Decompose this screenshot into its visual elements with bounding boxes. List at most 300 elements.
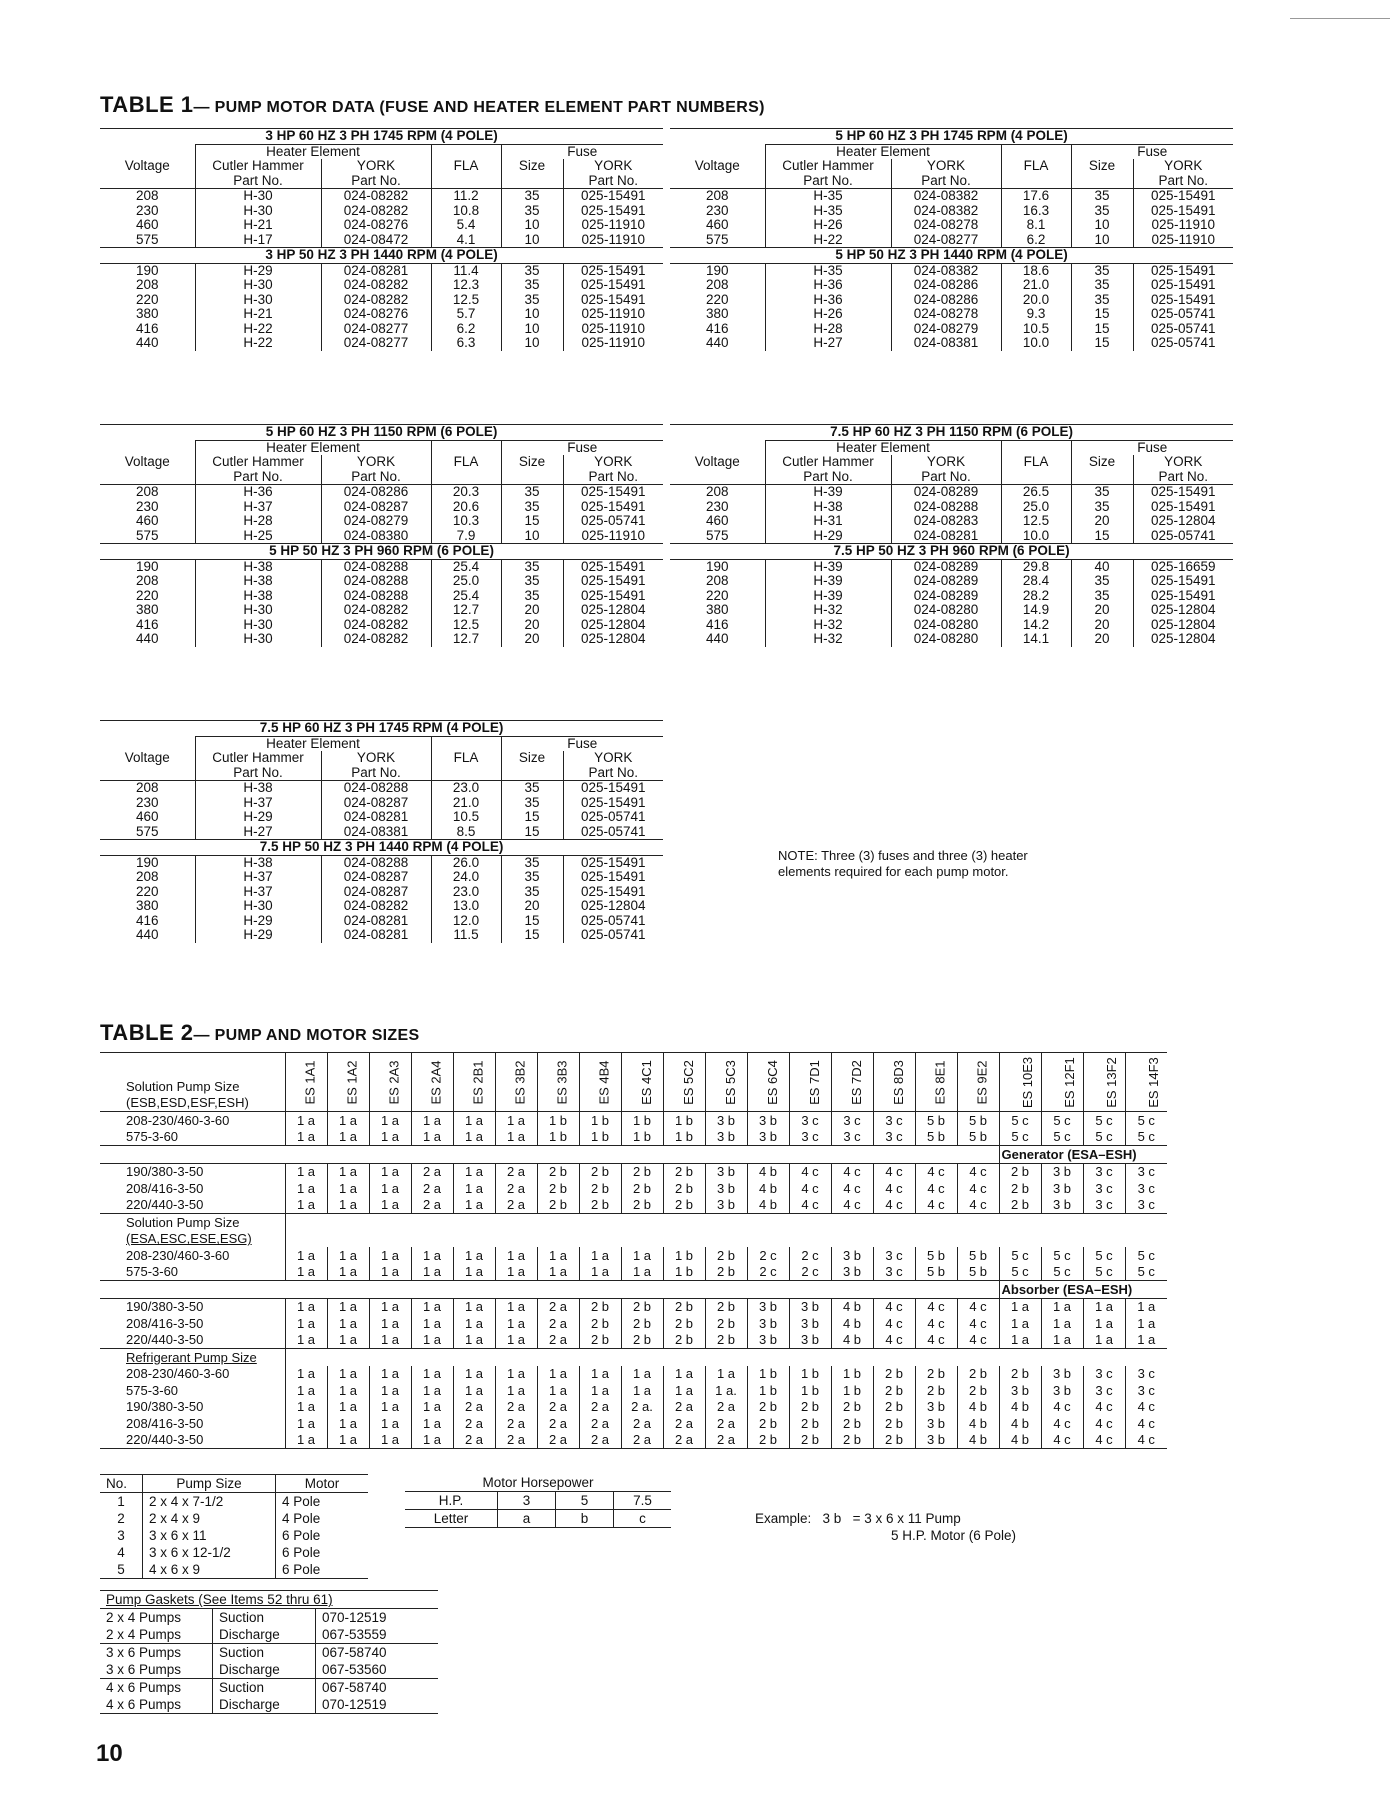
cell-text: YORK xyxy=(563,159,663,174)
cell-text: 380 xyxy=(135,602,159,617)
cell-text: 440 xyxy=(135,927,159,942)
cell-text: 16.3 xyxy=(1001,204,1071,219)
cell-text: 10 xyxy=(501,307,563,322)
cell-text: Voltage xyxy=(694,454,740,469)
table-row xyxy=(100,278,663,293)
cell-text: YORK xyxy=(321,751,431,766)
cell-text: 025-15491 xyxy=(563,263,663,278)
cell-text: 1 a xyxy=(453,1129,495,1146)
cell-text: 3 b xyxy=(705,1112,747,1129)
cell-text: 1 b xyxy=(579,1129,621,1146)
cell-text: 024-08279 xyxy=(891,322,1001,337)
cell-text: 208 xyxy=(135,869,159,884)
cell-text: 025-15491 xyxy=(1133,574,1233,589)
cell-text: 9.3 xyxy=(1001,307,1071,322)
cell-text: Part No. xyxy=(1133,470,1233,485)
cell-text: 024-08282 xyxy=(321,603,431,618)
cell-text: 1 a xyxy=(285,1399,327,1416)
cell-text: 1 a xyxy=(1083,1332,1125,1349)
cell-text: 20.0 xyxy=(1001,293,1071,308)
cell-text: 024-08289 xyxy=(891,485,1001,500)
cell-text: H-26 xyxy=(765,218,891,233)
cell-text: 4 c xyxy=(1041,1432,1083,1449)
cell-text: 2 a xyxy=(663,1415,705,1432)
cell-text: 5 b xyxy=(915,1247,957,1264)
cell-text: FLA xyxy=(1001,455,1071,470)
cell-text: H-28 xyxy=(195,514,321,529)
table-row xyxy=(670,589,1233,604)
cell-text: 5 b xyxy=(957,1264,999,1281)
cell-text: 5 c xyxy=(1125,1112,1167,1129)
cell-text: 025-05741 xyxy=(563,914,663,929)
cell-text: 2 a xyxy=(495,1197,537,1214)
table-row xyxy=(670,514,1233,529)
cell-text: 10 xyxy=(501,322,563,337)
cell-text: 2 b xyxy=(621,1163,663,1180)
section-head: (ESA,ESC,ESE,ESG) xyxy=(126,1231,252,1247)
cell-text: 575-3-60 xyxy=(126,1264,179,1280)
cell-text: H-38 xyxy=(195,781,321,796)
table-row xyxy=(100,1432,1167,1449)
cell-text: 35 xyxy=(501,485,563,500)
cell-text: 025-11910 xyxy=(563,233,663,248)
cell-text: 5 xyxy=(117,1562,125,1577)
table-row xyxy=(100,1129,1167,1146)
cell-text: 1 a xyxy=(285,1366,327,1383)
block-header-50hz: 7.5 HP 50 HZ 3 PH 1440 RPM (4 POLE) xyxy=(100,840,663,856)
cell-text: — PUMP AND MOTOR SIZES xyxy=(193,1027,420,1044)
cell-text: 2 b xyxy=(663,1315,705,1332)
cell-text: 3 b xyxy=(915,1399,957,1416)
table-row xyxy=(100,500,663,515)
cell-text: H-30 xyxy=(195,603,321,618)
cell-text: 1 a xyxy=(369,1382,411,1399)
cell-text: 3 c xyxy=(873,1247,915,1264)
table-row xyxy=(100,529,663,544)
cell-text: 21.0 xyxy=(431,796,501,811)
cell-text: 024-08283 xyxy=(891,514,1001,529)
cell-text: 3 c xyxy=(873,1264,915,1281)
cell-text: 4 b xyxy=(957,1432,999,1449)
cell-text: 4 c xyxy=(915,1180,957,1197)
cell-text: 1 a xyxy=(327,1366,369,1383)
cell-text: 12.3 xyxy=(431,278,501,293)
table-row xyxy=(670,618,1233,633)
cell-text: 1 a xyxy=(369,1415,411,1432)
table-row xyxy=(100,603,663,618)
cell-text: 2 b xyxy=(831,1415,873,1432)
cell-text: 1 a xyxy=(453,1247,495,1264)
cell-text: 1 a xyxy=(327,1332,369,1349)
cell-text: 024-08280 xyxy=(891,603,1001,618)
cell-text: 21.0 xyxy=(1001,278,1071,293)
cell-text: 067-53560 xyxy=(316,1661,439,1679)
cell-text: 025-15491 xyxy=(1133,278,1233,293)
cell-text: 35 xyxy=(1071,204,1133,219)
model-header xyxy=(873,1053,915,1112)
cell-text: 4 b xyxy=(747,1180,789,1197)
cell-text: Heater Element xyxy=(195,736,431,751)
cell-text: 190/380-3-50 xyxy=(126,1399,204,1415)
cell-text: 1 a xyxy=(369,1247,411,1264)
cell-text: 12.5 xyxy=(431,293,501,308)
cell-text: ES 4C1 xyxy=(638,1059,654,1105)
cell-text: 2 a xyxy=(705,1399,747,1416)
cell-text: 4 c xyxy=(1083,1399,1125,1416)
cell-text: 024-08281 xyxy=(891,529,1001,544)
cell-text: 025-11910 xyxy=(563,322,663,337)
table-row xyxy=(100,928,663,943)
cell-text: 3 c xyxy=(789,1112,831,1129)
cell-text: 1 a xyxy=(327,1298,369,1315)
section-tag: Generator (ESA–ESH) xyxy=(999,1146,1167,1164)
cell-text: 416 xyxy=(135,320,159,336)
cell-text: 10.3 xyxy=(431,514,501,529)
cell-text: 4 c xyxy=(957,1163,999,1180)
cell-text: 4 c xyxy=(873,1298,915,1315)
cell-text: Size xyxy=(501,455,563,470)
cell-text: 4 c xyxy=(831,1163,873,1180)
cell-text: H-28 xyxy=(765,322,891,337)
cell-text: 1 a xyxy=(411,1112,453,1129)
cell-text: ES 12F1 xyxy=(1061,1056,1077,1108)
cell-text: H-29 xyxy=(195,928,321,943)
model-header xyxy=(285,1053,327,1112)
cell-text: 35 xyxy=(1071,574,1133,589)
cell-text: 4 c xyxy=(1125,1415,1167,1432)
motor-block-4 xyxy=(670,424,1233,647)
section-head: Refrigerant Pump Size xyxy=(126,1349,257,1365)
cell-text: Heater Element xyxy=(195,144,431,159)
cell-text: 024-08277 xyxy=(891,233,1001,248)
cell-text: 5 c xyxy=(1041,1112,1083,1129)
table-row xyxy=(100,293,663,308)
cell-text: 1 a xyxy=(285,1247,327,1264)
cell-text: 5 b xyxy=(957,1129,999,1146)
cell-text: H-38 xyxy=(765,500,891,515)
cell-text: 3 c xyxy=(1125,1382,1167,1399)
cell-text: 1 a xyxy=(537,1382,579,1399)
cell-text: 3 c xyxy=(873,1112,915,1129)
cell-text: Part No. xyxy=(563,766,663,781)
cell-text: ES 7D2 xyxy=(848,1059,864,1105)
cell-text: 2 b xyxy=(873,1399,915,1416)
cell-text: 024-08286 xyxy=(891,293,1001,308)
table-row xyxy=(100,810,663,825)
cell-text: Suction xyxy=(213,1644,316,1662)
cell-text: H-27 xyxy=(765,336,891,351)
cell-text: 2 b xyxy=(705,1247,747,1264)
cell-text: H-29 xyxy=(195,914,321,929)
cell-text: 025-11910 xyxy=(1133,233,1233,248)
cell-text: 1 a xyxy=(369,1163,411,1180)
table-row xyxy=(100,514,663,529)
cell-text: 024-08282 xyxy=(321,293,431,308)
cell-text: H-35 xyxy=(765,263,891,278)
cell-text: 1 a xyxy=(327,1264,369,1281)
cell-text: YORK xyxy=(1133,455,1233,470)
cell-text: 5 b xyxy=(915,1264,957,1281)
cell-text: ES 8E1 xyxy=(932,1059,948,1105)
cell-text: 2 b xyxy=(999,1163,1041,1180)
cell-text: 4 c xyxy=(873,1332,915,1349)
cell-text: 2 b xyxy=(705,1298,747,1315)
cell-text: 10 xyxy=(501,529,563,544)
cell-text: 2 b xyxy=(915,1366,957,1383)
cell-text: 3 b xyxy=(705,1163,747,1180)
cell-text: 26.0 xyxy=(431,855,501,870)
cell-text: YORK xyxy=(321,455,431,470)
cell-text: Pump Size xyxy=(143,1475,276,1493)
cell-text: 025-15491 xyxy=(563,278,663,293)
cell-text: 024-08276 xyxy=(321,307,431,322)
cell-text: 12.0 xyxy=(431,914,501,929)
cell-text: 2 a xyxy=(537,1415,579,1432)
table-row xyxy=(100,1315,1167,1332)
cell-text: 1 a xyxy=(369,1180,411,1197)
cell-text: 024-08282 xyxy=(321,278,431,293)
cell-text: 1 a xyxy=(369,1315,411,1332)
cell-text: 35 xyxy=(1071,485,1133,500)
cell-text: 5 b xyxy=(957,1112,999,1129)
cell-text: Size xyxy=(501,751,563,766)
cell-text: 2 c xyxy=(789,1264,831,1281)
cell-text: Suction xyxy=(213,1679,316,1697)
cell-text: 8.1 xyxy=(1001,218,1071,233)
cell-text: 1 a xyxy=(411,1399,453,1416)
cell-text: 1 a xyxy=(327,1180,369,1197)
cell-text: 5.7 xyxy=(431,307,501,322)
cell-text: 024-08287 xyxy=(321,796,431,811)
cell-text: 1 a xyxy=(369,1332,411,1349)
cell-text: 2 b xyxy=(915,1382,957,1399)
table-row xyxy=(670,189,1233,204)
cell-text: ES 2A4 xyxy=(428,1059,444,1105)
cell-text: 1 a xyxy=(285,1180,327,1197)
cell-text: 35 xyxy=(501,263,563,278)
cell-text: 025-05741 xyxy=(1133,336,1233,351)
cell-text: 3 xyxy=(498,1492,556,1510)
cell-text: 4 b xyxy=(831,1315,873,1332)
cell-text: 3 b xyxy=(747,1129,789,1146)
cell-text: 2 b xyxy=(705,1264,747,1281)
cell-text: 8.5 xyxy=(431,825,501,840)
table2-title xyxy=(100,1020,419,1046)
cell-text: H-17 xyxy=(195,233,321,248)
cell-text: 024-08289 xyxy=(891,574,1001,589)
table2-grid xyxy=(100,1052,1167,1449)
cell-text: FLA xyxy=(431,751,501,766)
cell-text: 025-11910 xyxy=(1133,218,1233,233)
cell-text: 6 Pole xyxy=(276,1544,369,1561)
cell-text: 4 c xyxy=(957,1180,999,1197)
cell-text: 025-05741 xyxy=(563,810,663,825)
cell-text: 220/440-3-50 xyxy=(126,1432,204,1448)
cell-text: 4 c xyxy=(831,1180,873,1197)
model-header xyxy=(579,1053,621,1112)
cell-text: 4 c xyxy=(1125,1432,1167,1449)
cell-text: 4 b xyxy=(831,1298,873,1315)
cell-text: 6 Pole xyxy=(276,1527,369,1544)
model-header xyxy=(1125,1053,1167,1112)
cell-text: 1 a xyxy=(369,1197,411,1214)
cell-text: 3 b xyxy=(789,1332,831,1349)
cell-text: 4 c xyxy=(873,1197,915,1214)
cell-text: 2 xyxy=(117,1511,125,1526)
table-row xyxy=(100,1661,438,1679)
cell-text: Fuse xyxy=(1071,440,1233,455)
cell-text: 10 xyxy=(501,336,563,351)
cell-text: 067-58740 xyxy=(316,1644,439,1662)
cell-text: ES 1A2 xyxy=(344,1059,360,1105)
table-row xyxy=(100,825,663,840)
cell-text: 10.0 xyxy=(1001,336,1071,351)
cell-text: 1 a xyxy=(285,1197,327,1214)
cell-text: 025-11910 xyxy=(563,336,663,351)
cell-text: 024-08277 xyxy=(321,322,431,337)
cell-text: 1 a xyxy=(1041,1298,1083,1315)
cell-text: 025-15491 xyxy=(563,589,663,604)
cell-text: 416 xyxy=(705,320,729,336)
cell-text: 575 xyxy=(705,231,729,247)
cell-text: 025-15491 xyxy=(563,574,663,589)
cell-text: 070-12519 xyxy=(316,1696,439,1714)
cell-text: 460 xyxy=(135,513,159,528)
cell-text: 2 b xyxy=(957,1382,999,1399)
cell-text: 28.2 xyxy=(1001,589,1071,604)
cell-text: 1 a xyxy=(369,1399,411,1416)
cell-text: 220 xyxy=(135,883,159,899)
cell-text: 208/416-3-50 xyxy=(126,1315,204,1331)
cell-text: 1 a xyxy=(369,1366,411,1383)
cell-text: 230 xyxy=(705,202,729,218)
cell-text: 1 a xyxy=(369,1432,411,1449)
cell-text: 2 b xyxy=(957,1366,999,1383)
cell-text: 5 b xyxy=(915,1112,957,1129)
cell-text: 5 c xyxy=(1125,1129,1167,1146)
cell-text: 380 xyxy=(135,898,159,913)
cell-text: 025-15491 xyxy=(1133,500,1233,515)
cell-text: 1 a xyxy=(537,1247,579,1264)
table-row xyxy=(670,204,1233,219)
cell-text: 1 b xyxy=(579,1112,621,1129)
cell-text: 2 a xyxy=(411,1197,453,1214)
cell-text: H-29 xyxy=(195,810,321,825)
cell-text: 1 a xyxy=(369,1129,411,1146)
table-row xyxy=(100,1626,438,1644)
cell-text: 2 b xyxy=(663,1163,705,1180)
cell-text: 1 a xyxy=(285,1129,327,1146)
cell-text: 024-08282 xyxy=(321,618,431,633)
cell-text: 4 b xyxy=(747,1163,789,1180)
cell-text: 5 c xyxy=(1083,1112,1125,1129)
cell-text: 025-05741 xyxy=(1133,322,1233,337)
block-header-60hz: 3 HP 60 HZ 3 PH 1745 RPM (4 POLE) xyxy=(100,129,663,145)
cell-text: 25.0 xyxy=(431,574,501,589)
cell-text: Discharge xyxy=(213,1626,316,1644)
cell-text: Motor xyxy=(276,1475,369,1493)
cell-text: 2 c xyxy=(789,1247,831,1264)
cell-text: 1 a xyxy=(369,1298,411,1315)
cell-text: 17.6 xyxy=(1001,189,1071,204)
cell-text: 5 c xyxy=(1083,1129,1125,1146)
cell-text: 2 b xyxy=(873,1415,915,1432)
table1-title xyxy=(100,92,765,118)
cell-text: H-39 xyxy=(765,485,891,500)
cell-text: 1 b xyxy=(663,1112,705,1129)
cell-text: Size xyxy=(1071,455,1133,470)
cell-text: b xyxy=(556,1510,614,1528)
cell-text: 4 c xyxy=(1083,1415,1125,1432)
cell-text: 1 a xyxy=(1125,1332,1167,1349)
cell-text: 575 xyxy=(135,823,159,839)
cell-text: 1 a xyxy=(999,1332,1041,1349)
cell-text: 2 a xyxy=(663,1432,705,1449)
cell-text: Part No. xyxy=(195,766,321,781)
cell-text: 3 x 6 Pumps xyxy=(106,1645,182,1660)
cell-text: = xyxy=(852,1511,861,1526)
block-header-50hz: 5 HP 50 HZ 3 PH 960 RPM (6 POLE) xyxy=(100,544,663,560)
model-header xyxy=(453,1053,495,1112)
cell-text: 7.9 xyxy=(431,529,501,544)
cell-text: 2 b xyxy=(621,1298,663,1315)
cell-text: 2 a xyxy=(663,1399,705,1416)
cell-text: 2 b xyxy=(579,1315,621,1332)
table-row xyxy=(100,618,663,633)
model-header xyxy=(663,1053,705,1112)
cell-text: FLA xyxy=(1001,159,1071,174)
cell-text: 10 xyxy=(501,233,563,248)
cell-text: 575-3-60 xyxy=(126,1129,179,1145)
cell-text: Cutler Hammer xyxy=(195,751,321,766)
cell-text: 025-15491 xyxy=(1133,204,1233,219)
cell-text: 28.4 xyxy=(1001,574,1071,589)
block-header-50hz: 3 HP 50 HZ 3 PH 1440 RPM (4 POLE) xyxy=(100,248,663,264)
cell-text: 20 xyxy=(501,632,563,647)
cell-text: 24.0 xyxy=(431,870,501,885)
cell-text: 025-05741 xyxy=(1133,307,1233,322)
cell-text: 024-08287 xyxy=(321,885,431,900)
cell-text: 025-05741 xyxy=(1133,529,1233,544)
cell-text: 4 c xyxy=(915,1197,957,1214)
cell-text: 1 b xyxy=(789,1382,831,1399)
table-row xyxy=(100,263,663,278)
cell-text: 2 c xyxy=(747,1247,789,1264)
cell-text: 3 x 6 x 12-1/2 xyxy=(143,1544,276,1561)
cell-text: H-30 xyxy=(195,189,321,204)
cell-text: — PUMP MOTOR DATA (FUSE AND HEATER ELEMENT PART NUMBERS) xyxy=(193,99,765,116)
cell-text: 025-12804 xyxy=(1133,618,1233,633)
cell-text: 3 c xyxy=(831,1129,873,1146)
cell-text: 3 c xyxy=(789,1129,831,1146)
cell-text: 2 b xyxy=(579,1163,621,1180)
cell-text: ES 4B4 xyxy=(596,1059,612,1105)
cell-text: 220 xyxy=(135,587,159,603)
cell-text: 20 xyxy=(501,899,563,914)
cell-text: 15 xyxy=(1071,336,1133,351)
cell-text: 2 a xyxy=(495,1432,537,1449)
table-row xyxy=(670,233,1233,248)
cell-text: 1 a xyxy=(1083,1298,1125,1315)
cell-text: FLA xyxy=(431,455,501,470)
table-row xyxy=(100,1561,368,1579)
cell-text: ES 6C4 xyxy=(764,1059,780,1105)
cell-text: 3 b xyxy=(747,1315,789,1332)
cell-text: 025-11910 xyxy=(563,307,663,322)
cell-text: 1 a xyxy=(411,1332,453,1349)
cell-text: 5 c xyxy=(1083,1247,1125,1264)
cell-text: 1 b xyxy=(621,1112,663,1129)
